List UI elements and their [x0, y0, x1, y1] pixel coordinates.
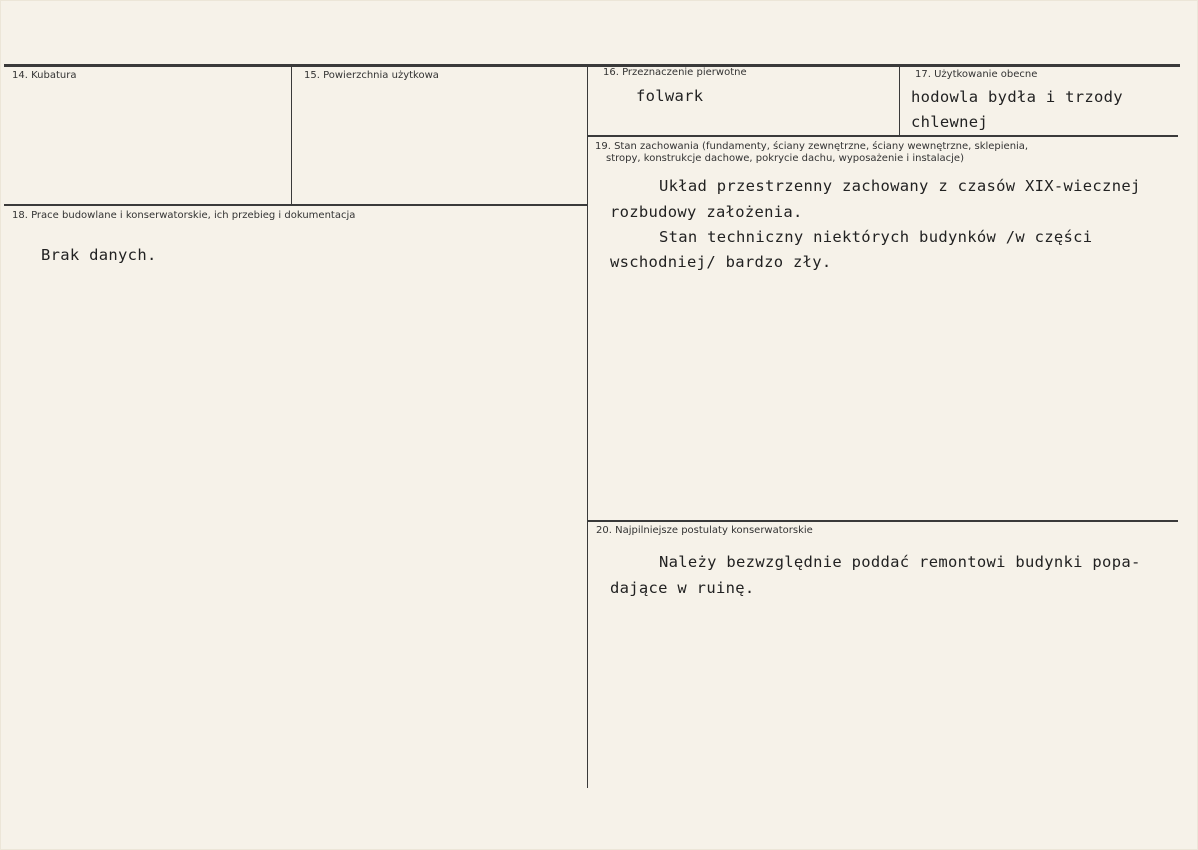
field-14-label: 14. Kubatura	[12, 70, 77, 81]
field-19-value-line4: wschodniej/ bardzo zły.	[610, 253, 832, 271]
field-16-label: 16. Przeznaczenie pierwotne	[603, 67, 747, 78]
field-20-label: 20. Najpilniejsze postulaty konserwatorskie	[596, 525, 813, 536]
field-15-label: 15. Powierzchnia użytkowa	[304, 70, 439, 81]
field-18-value: Brak danych.	[41, 246, 157, 264]
center-divider	[587, 66, 588, 788]
divider-16-17	[899, 66, 900, 136]
top-rule	[4, 64, 1180, 67]
field-17-value-line1: hodowla bydła i trzody	[911, 88, 1123, 106]
rule-below-14-15	[4, 204, 588, 206]
field-19-value-line2: rozbudowy założenia.	[610, 203, 803, 221]
field-19-label-line2: stropy, konstrukcje dachowe, pokrycie dachu, wyposażenie i instalacje)	[606, 153, 964, 164]
field-17-label: 17. Użytkowanie obecne	[915, 69, 1038, 80]
field-16-value: folwark	[636, 87, 704, 105]
field-19-label-line1: 19. Stan zachowania (fundamenty, ściany zewnętrzne, ściany wewnętrzne, sklepienia,	[595, 141, 1029, 152]
field-20-value-line1: Należy bezwzględnie poddać remontowi budynki popa-	[659, 553, 1141, 571]
rule-above-20	[588, 520, 1178, 522]
rule-below-16-17	[588, 135, 1178, 137]
field-18-label: 18. Prace budowlane i konserwatorskie, ich przebieg i dokumentacja	[12, 210, 356, 221]
divider-14-15	[291, 66, 292, 205]
field-19-value-line1: Układ przestrzenny zachowany z czasów XIX-wiecznej	[659, 177, 1141, 195]
field-19-value-line3: Stan techniczny niektórych budynków /w części	[659, 228, 1093, 246]
field-17-value-line2: chlewnej	[911, 113, 989, 131]
field-20-value-line2: dające w ruinę.	[610, 579, 755, 597]
